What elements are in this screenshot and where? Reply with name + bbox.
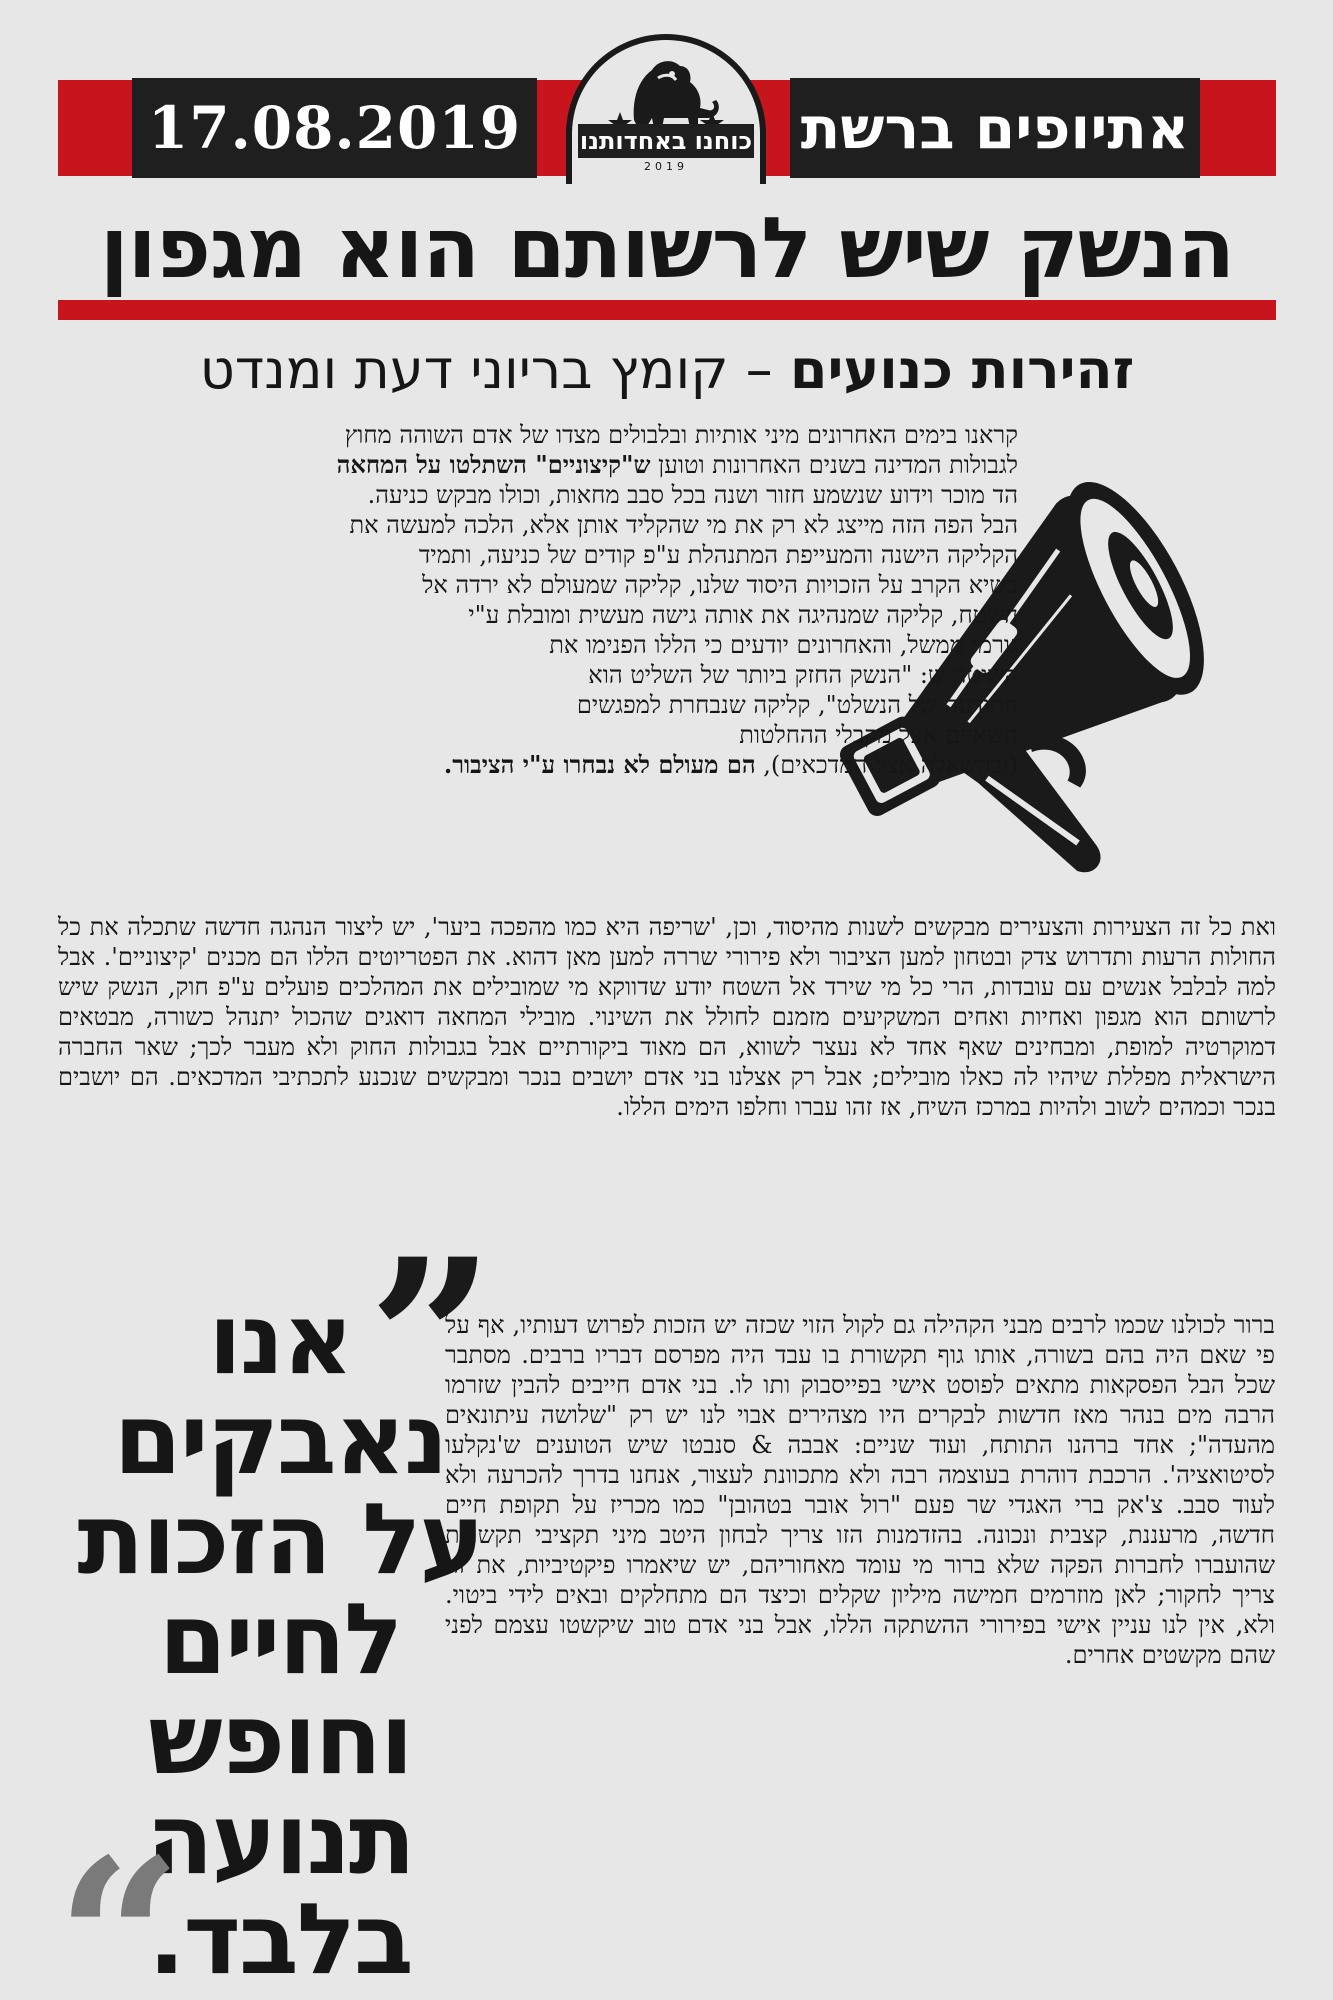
article-paragraph-3: ברור לכולנו שכמו לרבים מבני הקהילה גם לקול הזוי שכזה יש הזכות לפרוש דעותיו, אף על פי שאם היה בהם בשורה, אותו גוף תקשורת בו עבד היה מפרסם דבריו ברבים. מסתבר שכל הבל הפסקאות מתאים לפוסט אישי בפייסבוק ותו לו. בני אדם חייבים להבין שזרמו הרבה מים בנהר מאז חדשות לבקרים היו מצהירים אבוי לנו יש רק "שלושה עיתונאים מהעדה"; אחד ברהנו התותח, ועוד שניים: אבבה & סנבטו שיש הטוענים ש'נקלעו לסיטואציה'. הרכבת דוהרת בעוצמה רבה ולא מתכוונת לעצור, אנחנו בדרך להכרעה ולא לעוד סבב. צ'אק ברי האגדי שר פעם "רול אובר בטהובן" כמו מכריז על תקופת חיים חדשה, מרעננת, קצבית ונכונה. בהזדמנות הזו צריך לבחון היטב מיני תקציבי תקשורת שהועברו לחברות הפקה שלא ברור מי עומד מאחוריהם, יש שיאמרו פיקטיביות, את זה צריך לחקור; לאן מוזרמים חמישה מיליון שקלים וכיצד הם מתחלקים ובאים לידי ביטוי. ולא, אין לנו עניין אישי בפירורי ההשתקה הללו, אבל בני אדם טוב שיקשטו עצמם לפני שהם מקשטים אחרים. [445,1311,1275,1669]
logo-slogan: כוחנו באחדותנו [578,124,754,158]
headline-red-rule [58,300,1276,320]
pull-quote-open-mark: ” [368,1210,495,1469]
bold-phrase: ש"קיצוניים" השתלטו על המחאה [336,450,651,479]
pull-quote-line-5: וחופש [148,1683,412,1797]
subheadline-rest: – קומץ בריוני דעת ומנדט [199,338,790,401]
intro-line-7: השטח, קליקה שמנהיגה את אותה גישה מעשית ומובלת ע"י [468,601,1018,629]
intro-line-8: גורמי ממשל, והאחרונים יודעים כי הללו הפנימו את [549,631,1018,659]
pull-quote-close-mark: “ [56,1810,183,2000]
intro-line-10: התודעה של הנשלט", קליקה שנבחרת למפגשים [576,691,1018,719]
pull-quote-line-2: נאבקים [113,1383,447,1497]
intro-line-11: חשאיים אצל מקבלי ההחלטות [739,721,1018,749]
pull-quote-line-6: תנועה [146,1783,414,1897]
intro-line-2: לגבולות המדינה בשנים האחרונות וטוען ש"קיצוניים" השתלטו על המחאה [336,450,1018,479]
bold-phrase: הם מעולם לא נבחרו ע"י הציבור. [443,750,756,779]
subheadline [60,330,1274,410]
date-label: 17.08.2019 [132,78,537,178]
intro-line-4: הבל הפה הזה מייצג לא רק את מי שהקליד אותן אלא, הלכה למעשה את [349,511,1018,539]
intro-line-1: קראנו בימים האחרונים מיני אותיות ובלבולים מצדו של אדם השוהה מחוץ [344,421,1018,449]
pull-quote-line-1: אנו [208,1283,352,1397]
page-headline: הנשק שיש לרשותם הוא מגפון [99,199,1235,297]
section-kicker: אתיופים ברשת [790,78,1200,178]
pull-quote-line-7: בלבד. [148,1883,412,1997]
pull-quote-line-4: לחיים [158,1583,402,1697]
subheadline-bold: זהירות כנועים [789,338,1135,401]
intro-line-5: הקליקה הישנה והמעייפת המתנהלת ע"פ קודים של כניעה, ותמיד [418,541,1018,569]
intro-line-12: (ובהשאלה אצל המדכאים), הם מעולם לא נבחרו ע"י הציבור. [443,750,1018,779]
intro-line-3: הד מוכר וידוע שנשמע חזור ושנה בכל סבב מחאות, וכולו מבקש כניעה. [367,481,1018,509]
pull-quote-line-3: על הזכות [77,1483,483,1597]
article-paragraph-2: ואת כל זה הצעירות והצעירים מבקשים לשנות מהיסוד, וכן, 'שריפה היא כמו מהפכה ביער', יש ליצור הנהגה חדשה שתכלה את כל החולות הרעות ותדרוש צדק ובטחון למען הציבור ולא פירורי שררה למען מאן דהוא. את הפטריוטים הללו הם מכנים 'קיצוניים'. אבל למה לבלבל אנשים עם עובדות, הרי כל מי שירד אל השטח יודע שדווקא מי שמובילים את המהלכים פועלים ע"פ חוק, הנשק שיש לרשותם הוא מגפון ואחיות ואחים המשקיעים מזמנם לחולל את השינוי. מובילי המחאה דואגים שהכול יתנהל כשורה, מבטאים דמוקרטיה למופת, ומבחינים שאף אחד לא נעצר לשווא, הם מאוד ביקורתיים אבל בגבולות החוק ולא מעבר לכך; שאר החברה הישראלית מפללת שיהיו לה כאלו מובילים; אבל רק אצלנו בני אדם יושבים בנכר ומבקשים שנכנע לתכתיבי המדכאים. הם יושבים בנכר וכמהים לשוב ולהיות במרכז השיח, אז זהו עברו וחלפו הימים הללו. [58,913,1276,1121]
intro-line-6: בשיא הקרב על הזכויות היסוד שלנו, קליקה שמעולם לא ירדה אל [422,571,1018,599]
logo-year: 2019 [644,160,688,173]
intro-line-9: השיטה ש: "הנשק החזק ביותר של השליט הוא [588,661,1018,689]
